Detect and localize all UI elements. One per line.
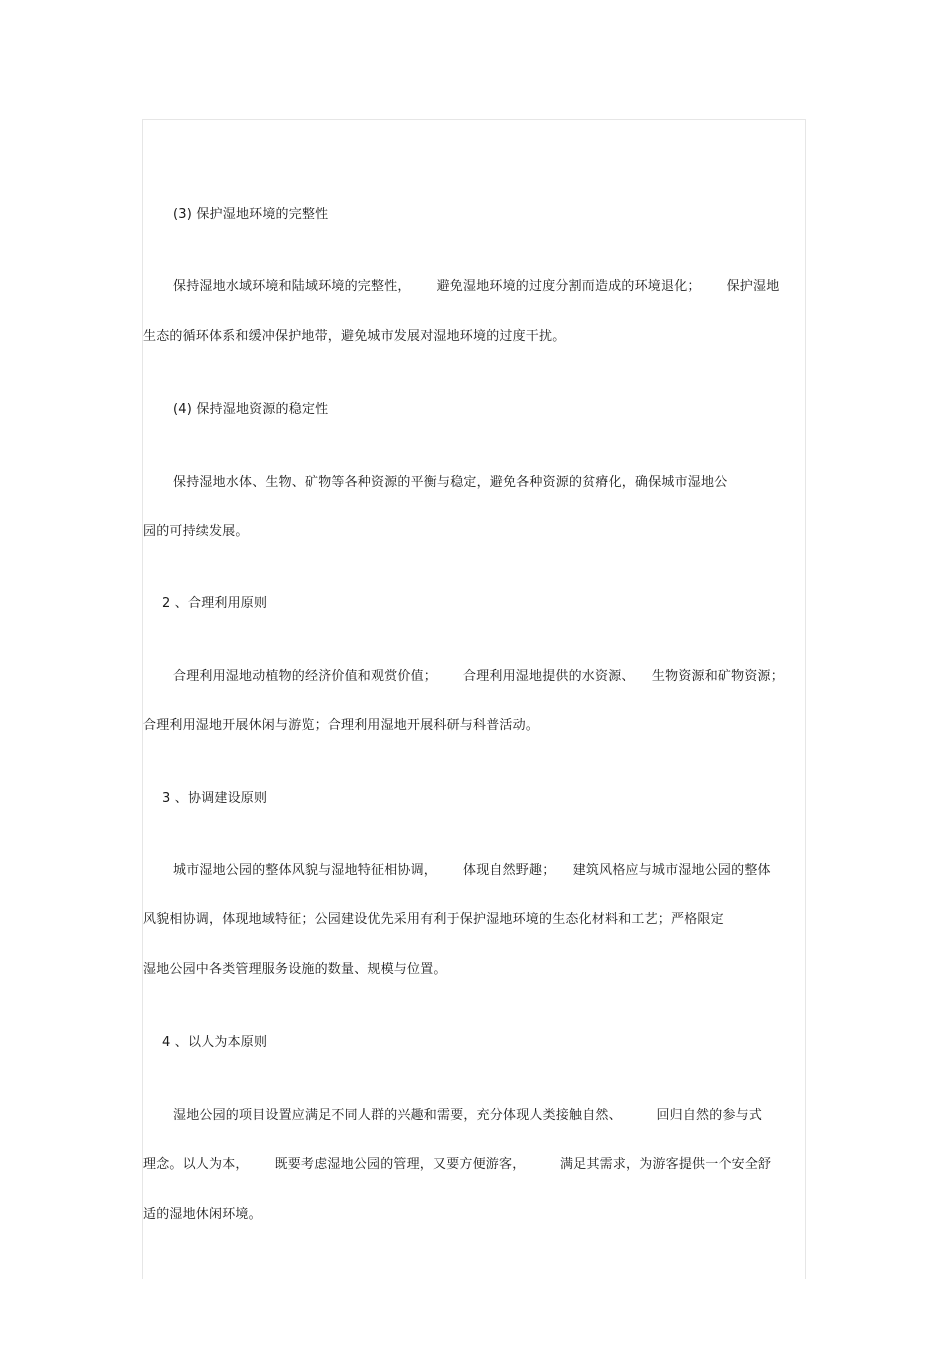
- paragraph-line: 生态的循环体系和缓冲保护地带，避免城市发展对湿地环境的过度干扰。: [143, 329, 566, 344]
- paragraph-line: 城市湿地公园的整体风貌与湿地特征相协调， 体现自然野趣； 建筑风格应与城市湿地公园的整体: [173, 863, 771, 878]
- paragraph-line: 理念。以人为本， 既要考虑湿地公园的管理，又要方便游客， 满足其需求，为游客提供一个安全舒: [143, 1157, 772, 1172]
- paragraph-line: 适的湿地休闲环境。: [143, 1207, 262, 1222]
- paragraph-line: 合理利用湿地动植物的经济价值和观赏价值； 合理利用湿地提供的水资源、 生物资源和矿物资源；: [173, 669, 784, 684]
- paragraph-line: 合理利用湿地开展休闲与游览；合理利用湿地开展科研与科普活动。: [143, 718, 540, 733]
- paragraph-line: 保持湿地水体、生物、矿物等各种资源的平衡与稳定，避免各种资源的贫瘠化，确保城市湿地公: [173, 475, 728, 490]
- principle-heading-3: 3 、协调建设原则: [162, 791, 268, 806]
- principle-heading-4: 4 、以人为本原则: [162, 1035, 268, 1050]
- paragraph-line: 园的可持续发展。: [143, 524, 249, 539]
- paragraph-line: 保持湿地水域环境和陆域环境的完整性， 避免湿地环境的过度分割而造成的环境退化； 保护湿地: [173, 279, 780, 294]
- principle-heading-2: 2 、合理利用原则: [162, 596, 268, 611]
- paragraph-line: 风貌相协调，体现地域特征；公园建设优先采用有利于保护湿地环境的生态化材料和工艺；严格限定: [143, 912, 724, 927]
- section-heading-3: (3) 保护湿地环境的完整性: [173, 207, 329, 222]
- paragraph-line: 湿地公园中各类管理服务设施的数量、规模与位置。: [143, 962, 447, 977]
- paragraph-line: 湿地公园的项目设置应满足不同人群的兴趣和需要，充分体现人类接触自然、 回归自然的参与式: [173, 1108, 763, 1123]
- section-heading-4: (4) 保持湿地资源的稳定性: [173, 402, 329, 417]
